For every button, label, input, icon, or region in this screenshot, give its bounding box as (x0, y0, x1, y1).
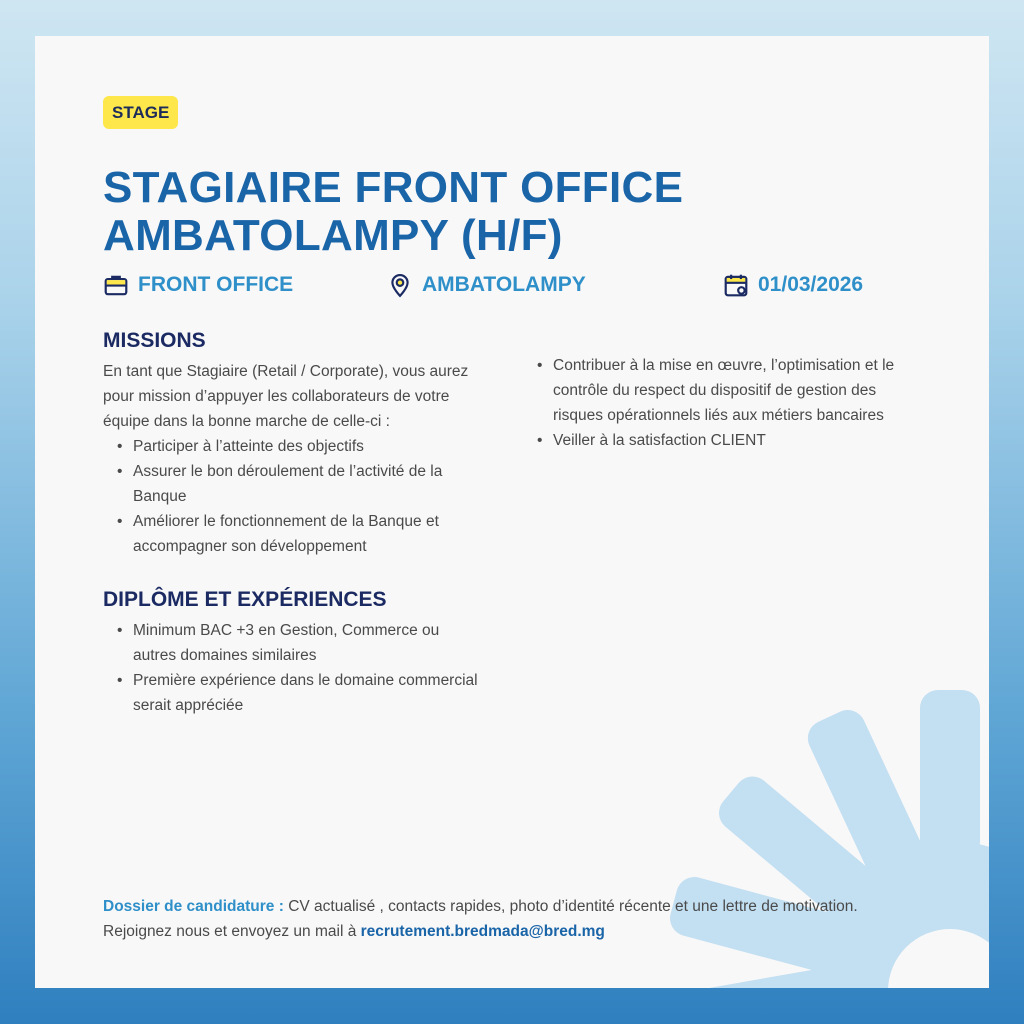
list-item: • Assurer le bon déroulement de l’activité de la Banque (103, 459, 478, 509)
stage-badge: STAGE (103, 96, 178, 129)
briefcase-icon (103, 272, 129, 298)
meta-location (387, 272, 586, 298)
job-title-line1: STAGIAIRE FRONT OFFICE (103, 163, 684, 212)
missions-list-right (537, 353, 927, 453)
application-note (103, 894, 883, 944)
list-item: • Veiller à la satisfaction CLIENT (537, 428, 927, 453)
missions-intro: En tant que Stagiaire (Retail / Corporate), vous aurez pour mission d’appuyer les collaborateurs de votre équipe dans la bonne marche de celle-ci : (103, 363, 469, 430)
calendar-icon (723, 272, 749, 298)
meta-department (103, 272, 293, 298)
job-title (103, 164, 683, 260)
diplome-list (103, 618, 483, 718)
diplome-heading: DIPLÔME ET EXPÉRIENCES (103, 588, 387, 611)
meta-date (723, 272, 863, 298)
application-label: Dossier de candidature : (103, 898, 284, 915)
date-label: 01/03/2026 (758, 273, 864, 296)
location-label: AMBATOLAMPY (422, 273, 586, 296)
list-item: • Contribuer à la mise en œuvre, l’optimisation et le contrôle du respect du dispositif de gestion des risques opérationnels liés aux métiers bancaires (537, 353, 927, 428)
job-title-line2: AMBATOLAMPY (H/F) (103, 211, 563, 260)
list-item: • Minimum BAC +3 en Gestion, Commerce ou autres domaines similaires (103, 618, 483, 668)
list-item: • Participer à l’atteinte des objectifs (103, 434, 478, 459)
department-label: FRONT OFFICE (138, 273, 294, 296)
location-pin-icon (387, 272, 413, 298)
missions-heading: MISSIONS (103, 329, 206, 352)
email-link[interactable]: recrutement.bredmada@bred.mg (360, 923, 605, 940)
list-item: • Première expérience dans le domaine commercial serait appréciée (103, 668, 483, 718)
application-text: CV actualisé , contacts rapides, photo d’identité récente et une lettre de motivation. Rejoignez nous et envoyez un mail à (103, 898, 858, 940)
missions-list (103, 434, 478, 559)
list-item: • Améliorer le fonctionnement de la Banque et accompagner son développement (103, 509, 478, 559)
job-card (35, 36, 989, 988)
